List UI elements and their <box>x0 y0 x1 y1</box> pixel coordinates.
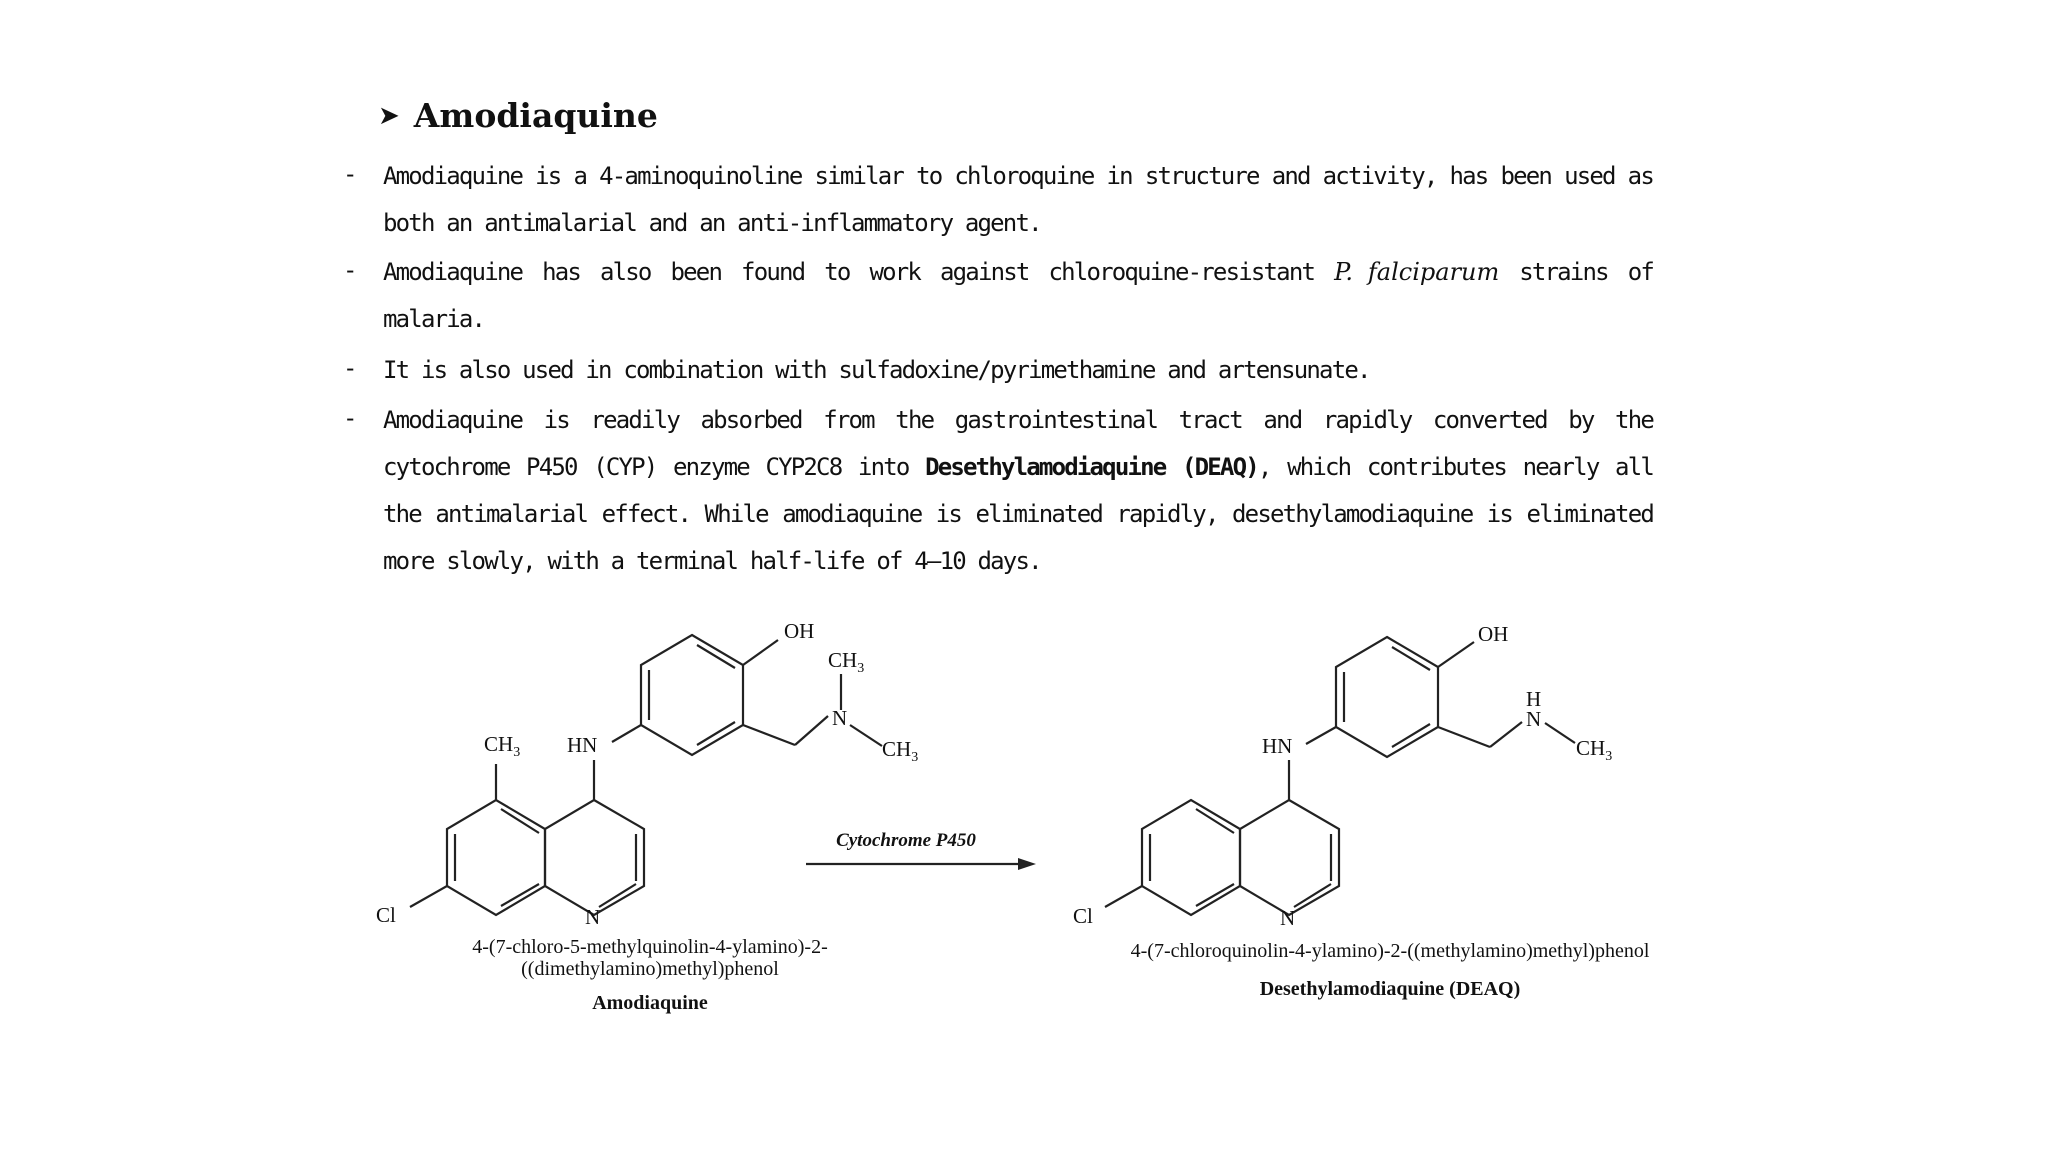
n-ch3-bond <box>1545 723 1575 743</box>
deaq-iupac: 4-(7-chloroquinolin-4-ylamino)-2-((methylamino)methyl)phenol <box>1130 940 1650 962</box>
cl-label: Cl <box>1073 904 1093 928</box>
bullet-marker: - <box>343 256 358 284</box>
ch3-label: $CH_3$ <box>828 648 865 676</box>
ch2-bond <box>1438 727 1490 747</box>
ch2-bond <box>743 725 795 745</box>
text-run: It is also used in combination with sulfadoxine/pyrimethamine and artensunate. <box>383 356 1370 384</box>
oh-bond <box>1438 642 1474 667</box>
double-bond <box>599 884 636 907</box>
benzo-ring <box>1142 800 1240 915</box>
ch3-label: $CH_3$ <box>1576 736 1613 764</box>
amodiaquine-structure <box>376 619 918 929</box>
section-title: Amodiaquine <box>413 96 658 135</box>
text-run: Amodiaquine is a 4-aminoquinoline similar to chloroquine in structure and activity, has been used as both an antimalarial and an anti-inflammatory agent. <box>383 162 1653 237</box>
hn-bond <box>612 725 641 742</box>
bullet-marker: - <box>343 404 358 432</box>
benzo-ring <box>447 800 545 915</box>
double-bond <box>1196 884 1234 906</box>
oh-bond <box>743 640 778 665</box>
cl-bond <box>410 886 447 907</box>
iupac-line: ((dimethylamino)methyl)phenol <box>521 958 779 980</box>
ring-n-label: N <box>585 905 601 929</box>
ring-n-label: N <box>1280 906 1296 930</box>
bold-term: Desethylamodiaquine (DEAQ) <box>925 453 1258 481</box>
ch3-label: $CH_3$ <box>484 732 521 760</box>
italic-term: P. falciparum <box>1334 258 1500 286</box>
ch2-n-bond <box>795 716 828 745</box>
text-run: Amodiaquine has also been found to work against chloroquine-resistant <box>383 258 1335 286</box>
amodiaquine-iupac <box>400 936 900 980</box>
hn-label: HN <box>1262 734 1293 758</box>
phenol-ring <box>641 635 743 755</box>
oh-label: OH <box>1478 622 1509 646</box>
double-bond <box>501 884 539 906</box>
bullet-marker: - <box>343 160 358 188</box>
arrow-bullet-icon: ➤ <box>378 100 400 131</box>
hn-bond <box>1306 727 1336 744</box>
pyridine-ring <box>1240 800 1339 915</box>
cl-label: Cl <box>376 903 396 927</box>
h-label: H <box>1526 687 1542 711</box>
text-run: , which contributes nearly all the antimalarial effect. While amodiaquine is eliminated rapidly, desethylamodiaquine is eliminated more slowly, with a terminal half-life of 4–10 days. <box>383 453 1653 575</box>
cl-bond <box>1105 886 1142 907</box>
n-label: N <box>832 706 848 730</box>
text-run: strains of malaria. <box>383 258 1653 333</box>
double-bond <box>1294 884 1331 907</box>
iupac-line: 4-(7-chloro-5-methylquinolin-4-ylamino)-2- <box>472 936 828 958</box>
deaq-name: Desethylamodiaquine (DEAQ) <box>1259 978 1521 1000</box>
n-label: N <box>1526 707 1542 731</box>
oh-label: OH <box>784 619 815 643</box>
hn-label: HN <box>567 733 598 757</box>
amodiaquine-name: Amodiaquine <box>592 992 708 1014</box>
phenol-ring <box>1336 637 1438 757</box>
text-run: Amodiaquine is readily absorbed from the gastrointestinal tract and rapidly converted by the cytochrome P450 (CYP) enzyme CYP2C8 into <box>383 406 1653 481</box>
pyridine-ring <box>545 800 644 915</box>
n-ch3-bond <box>850 725 882 746</box>
arrow-head-icon <box>1018 858 1036 870</box>
ch2-n-bond <box>1490 722 1522 747</box>
deaq-structure <box>1073 622 1612 930</box>
ch3-label: $CH_3$ <box>882 737 919 765</box>
reaction-arrow <box>806 830 1036 870</box>
bullet-marker: - <box>343 354 358 382</box>
arrow-label: Cytochrome P450 <box>836 830 976 851</box>
